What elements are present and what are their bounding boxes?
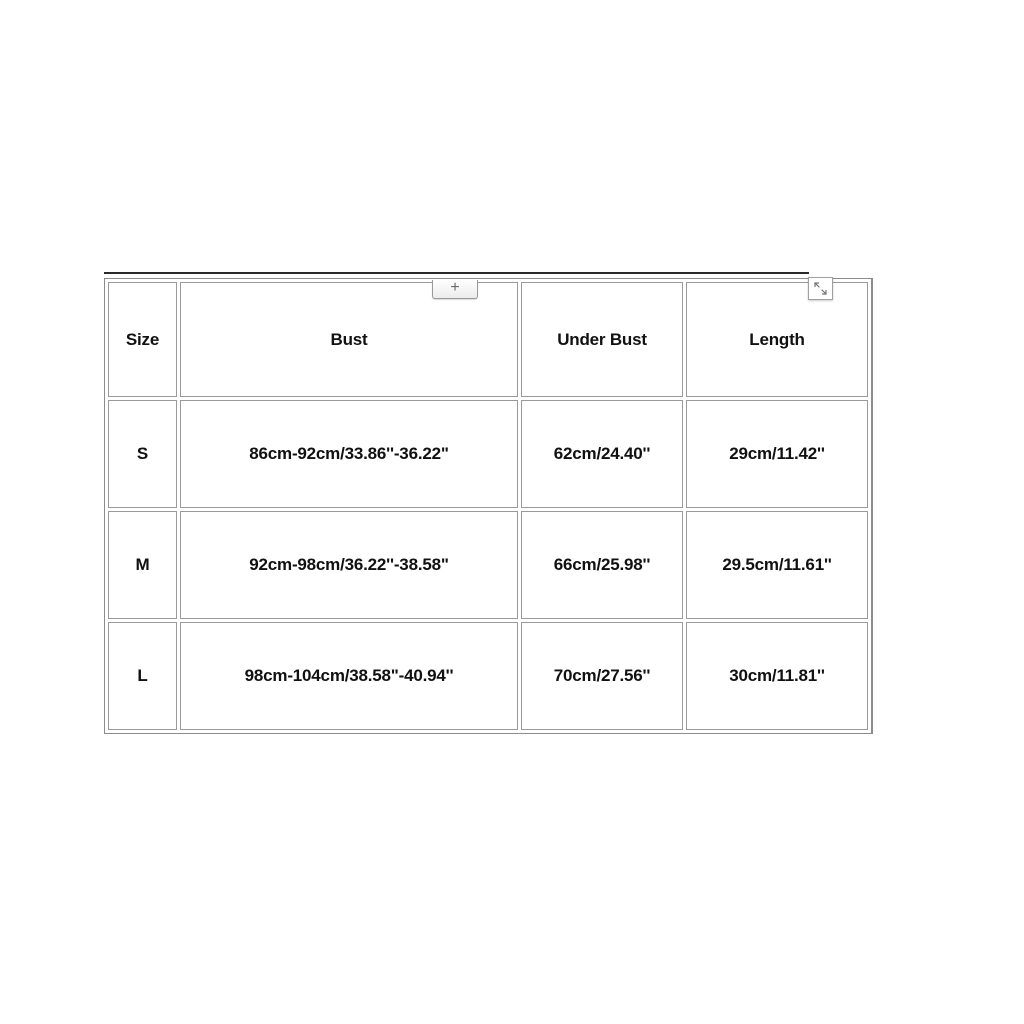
table-row bbox=[108, 511, 868, 619]
header-under-bust: Under Bust bbox=[521, 282, 683, 397]
size-chart-frame bbox=[104, 272, 881, 734]
table-row bbox=[108, 400, 868, 508]
cell-length: 29.5cm/11.61'' bbox=[686, 511, 868, 619]
cell-size: S bbox=[108, 400, 177, 508]
cell-under-bust: 70cm/27.56'' bbox=[521, 622, 683, 730]
top-rule bbox=[104, 272, 809, 274]
plus-icon: + bbox=[450, 279, 460, 296]
cell-length: 30cm/11.81'' bbox=[686, 622, 868, 730]
cell-under-bust: 66cm/25.98'' bbox=[521, 511, 683, 619]
header-size: Size bbox=[108, 282, 177, 397]
cell-size: L bbox=[108, 622, 177, 730]
header-length: Length bbox=[686, 282, 868, 397]
cell-bust: 98cm-104cm/38.58"-40.94'' bbox=[180, 622, 518, 730]
cell-under-bust: 62cm/24.40'' bbox=[521, 400, 683, 508]
cell-bust: 86cm-92cm/33.86''-36.22" bbox=[180, 400, 518, 508]
table-row bbox=[108, 622, 868, 730]
resize-handle-button[interactable] bbox=[808, 277, 833, 300]
cell-bust: 92cm-98cm/36.22''-38.58" bbox=[180, 511, 518, 619]
table-header-row bbox=[108, 282, 868, 397]
add-column-button[interactable] bbox=[432, 280, 478, 299]
cell-size: M bbox=[108, 511, 177, 619]
size-chart-table bbox=[104, 278, 873, 734]
header-bust: Bust bbox=[180, 282, 518, 397]
expand-diagonal-icon bbox=[809, 278, 832, 299]
cell-length: 29cm/11.42'' bbox=[686, 400, 868, 508]
